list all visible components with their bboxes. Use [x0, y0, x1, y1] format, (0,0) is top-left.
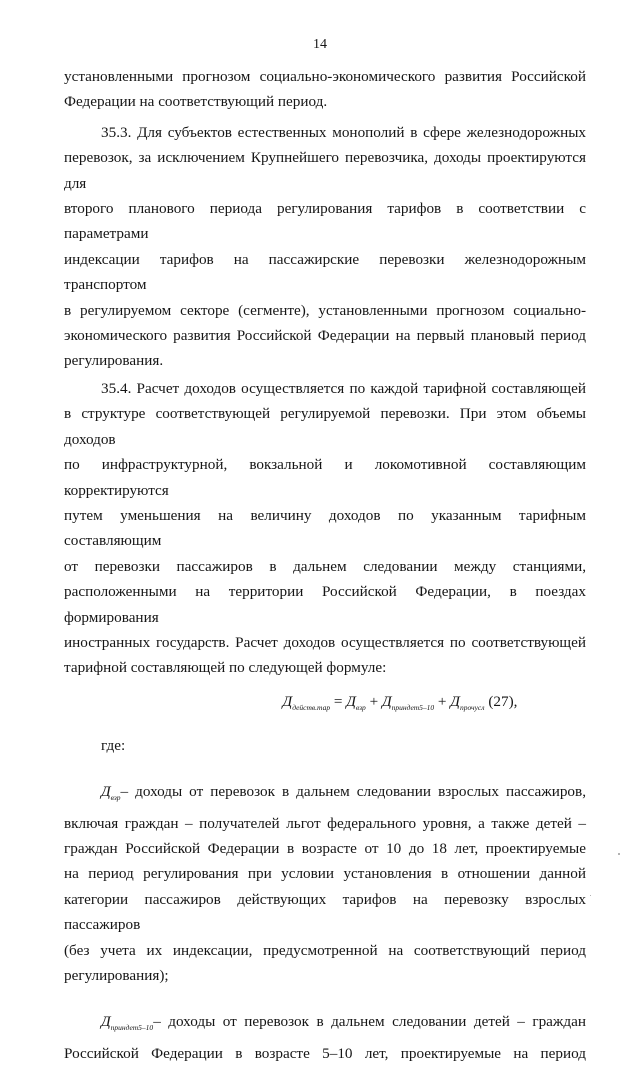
text-line: в структуре соответствующей регулируемой перевозки. При этом объемы доходов	[64, 405, 586, 448]
formula-term-3-sub: прочуcл	[459, 702, 485, 712]
formula-term-2-sub: приндет5–10	[391, 702, 435, 712]
definition-text: – доходы от перевозок в дальнем следовании детей – граждан	[153, 1013, 586, 1031]
formula-27	[64, 689, 586, 723]
text-line: категории пассажиров действующих тарифов на перевозку взрослых пассажиров	[64, 890, 586, 934]
paragraph-35-3	[64, 120, 586, 374]
formula-term-1-sub: взр	[355, 702, 366, 712]
text-line: иностранных государств. Расчет доходов осуществляется по соответствующей	[64, 633, 586, 651]
text-line: по инфраструктурной, вокзальной и локомотивной составляющим корректируются	[64, 456, 586, 499]
where-label: где:	[101, 736, 126, 754]
symbol-d-vzr	[101, 783, 121, 803]
text-line: Федерации на соответствующий период.	[64, 93, 328, 111]
formula-lhs-sub: действ.тар	[292, 702, 331, 712]
formula-term-1: Д	[346, 692, 356, 710]
text-line: (без учета их индексации, предусмотренной на соответствующий период	[64, 941, 586, 959]
symbol-subscript: взр	[110, 793, 121, 803]
formula-plus: +	[434, 692, 451, 710]
text-line: тарифной составляющей по следующей формуле:	[64, 659, 387, 677]
formula-term-3: Д	[450, 692, 460, 710]
text-line: регулирования.	[64, 352, 164, 370]
formula-equals: =	[330, 692, 347, 710]
scan-speck	[618, 853, 620, 855]
body-text	[64, 64, 586, 1066]
paragraph-35-4	[64, 376, 586, 681]
page-number: 14	[313, 37, 327, 52]
formula-number: (27),	[484, 692, 518, 710]
formula-plus: +	[365, 692, 382, 710]
text-line: индексации тарифов на пассажирские перевозки железнодорожным транспортом	[64, 250, 586, 294]
text-line: Российской Федерации в возрасте 5–10 лет, проектируемые на период	[64, 1044, 586, 1062]
formula-term-2: Д	[381, 692, 392, 710]
text-line: второго планового периода регулирования тарифов в соответствии с параметрами	[64, 200, 586, 243]
definition-d-vzr	[64, 779, 586, 988]
symbol-letter: Д	[101, 783, 111, 801]
formula-lhs: Д	[282, 692, 293, 710]
definition-text: – доходы от перевозок в дальнем следовании взрослых пассажиров,	[120, 783, 586, 801]
text-line: путем уменьшения на величину доходов по указанным тарифным составляющим	[64, 506, 586, 550]
text-line: на период регулирования при условии установления в отношении данной	[64, 865, 586, 883]
text-line: от перевозки пассажиров в дальнем следовании между станциями,	[64, 557, 586, 575]
symbol-letter: Д	[101, 1013, 111, 1031]
definition-d-prindet	[64, 1009, 586, 1066]
text-line: экономического развития Российской Федерации на первый плановый период	[64, 327, 586, 345]
text-line: 35.4. Расчет доходов осуществляется по каждой тарифной составляющей	[101, 379, 586, 397]
text-line: регулирования);	[64, 967, 169, 985]
symbol-subscript: приндет5–10	[110, 1023, 154, 1033]
text-line: перевозок, за исключением Крупнейшего перевозчика, доходы проектируются для	[64, 149, 586, 192]
text-line: в регулируемом секторе (сегменте), установленными прогнозом социально-	[64, 301, 586, 319]
text-line	[64, 1009, 586, 1040]
text-line: 35.3. Для субъектов естественных монополий в сфере железнодорожных	[101, 123, 586, 141]
text-line: включая граждан – получателей льгот федерального уровня, а также детей –	[64, 814, 586, 832]
paragraph-continuation	[64, 64, 586, 115]
text-line: установленными прогнозом социально-экономического развития Российской	[64, 68, 586, 85]
symbol-d-prindet	[101, 1013, 154, 1033]
scan-speck	[590, 895, 591, 896]
text-line: граждан Российской Федерации в возрасте от 10 до 18 лет, проектируемые	[64, 840, 586, 857]
text-line	[64, 779, 586, 810]
text-line: расположенными на территории Российской Федерации, в поездах формирования	[64, 583, 586, 626]
